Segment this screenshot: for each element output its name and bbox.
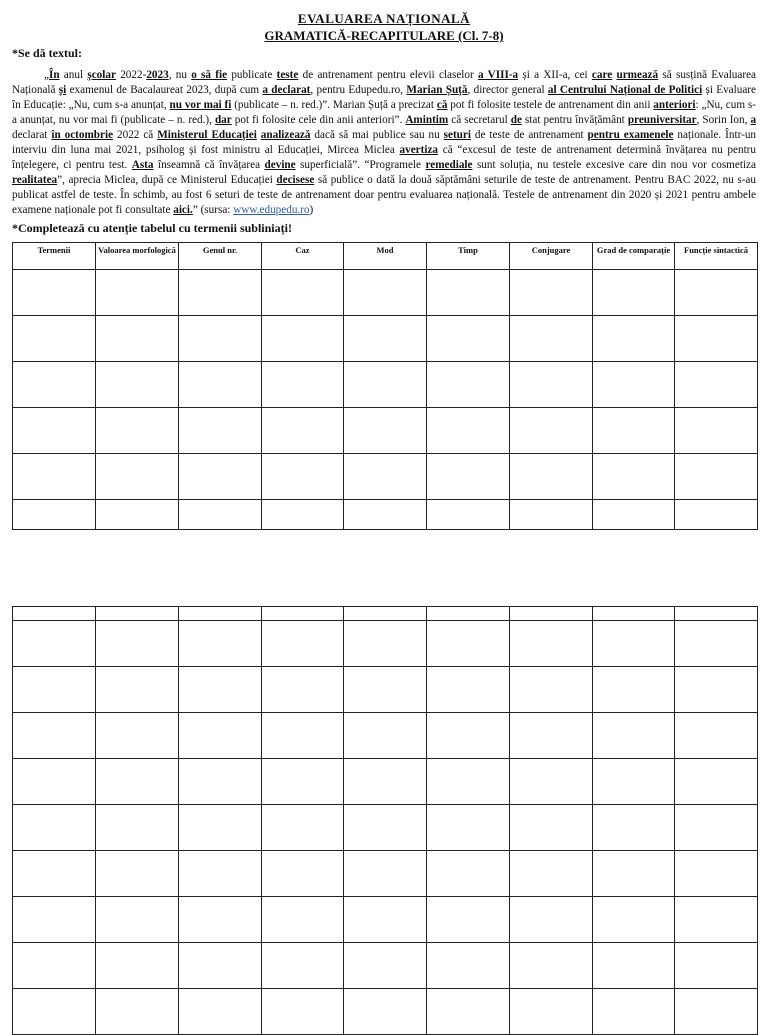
table-row	[13, 316, 758, 362]
underlined-term: urmează	[616, 69, 659, 81]
underlined-term: în octombrie	[51, 129, 114, 141]
underlined-term: al Centrului Național de Politici	[547, 84, 703, 96]
table-row	[13, 362, 758, 408]
table-cell[interactable]	[675, 851, 758, 897]
table-cell[interactable]	[13, 989, 96, 1035]
table-header-row	[13, 243, 758, 270]
table-cell[interactable]	[13, 408, 96, 454]
table-cell[interactable]	[13, 621, 96, 667]
table-cell[interactable]	[593, 316, 675, 362]
table-cell[interactable]	[179, 362, 262, 408]
table-cell[interactable]	[427, 316, 510, 362]
table-cell[interactable]	[510, 667, 593, 713]
underlined-term: că	[436, 99, 448, 111]
table-cell[interactable]	[593, 713, 675, 759]
underlined-term: decisese	[276, 174, 315, 186]
table-cell[interactable]	[344, 943, 427, 989]
document-title: EVALUAREA NAȚIONALĂ	[297, 11, 471, 26]
table-cell[interactable]	[96, 500, 179, 530]
table-cell[interactable]	[13, 943, 96, 989]
table-cell[interactable]	[675, 454, 758, 500]
table-cell[interactable]	[427, 408, 510, 454]
table-cell[interactable]	[96, 454, 179, 500]
underlined-term: remediale	[425, 159, 473, 171]
table-cell[interactable]	[593, 667, 675, 713]
column-header-caz: Caz	[262, 243, 344, 270]
table-cell[interactable]	[262, 270, 344, 316]
table-cell[interactable]	[675, 759, 758, 805]
table-cell[interactable]	[344, 989, 427, 1035]
table-cell[interactable]	[427, 805, 510, 851]
table-cell[interactable]	[593, 897, 675, 943]
underlined-term: a VIII-a	[478, 69, 519, 81]
table-cell[interactable]	[675, 943, 758, 989]
source-paragraph: „În anul școlar 2022-2023, nu o să fie publicate teste de antrenament pentru elevii claselor a VIII-a și a XII-a, cei care urmează să susțină Evaluarea Națională și examenul de Bacalaureat 2023, după cum a declarat, pentru Edupedu.ro, Marian Șuță, director general al Centrului Național de Politici și Evaluare în Educație: „Nu, cum s-a anunțat, nu vor mai fi (publicate – n. red.)”. Marian Șuță a precizat că pot fi folosite testele de antrenament din anii anteriori: „Nu, cum s-a anunțat, nu vor mai fi (publicate – n. red.), dar pot fi folosite cele din anii anteriori”. Amintim că secretarul de stat pentru învățământ preuniversitar, Sorin Ion, a declarat în octombrie 2022 că Ministerul Educației analizează dacă să mai publice sau nu seturi de teste de antrenament pentru examenele naționale. Într-un interviu din luna mai 2021, psiholog și fost ministru al Educației, Mircea Miclea avertiza că “excesul de teste de antrenament determină învățarea nu pentru înțelegere, ci pentru test. Asta înseamnă că învățarea devine superficială”. “Programele remediale sunt soluția, nu testele excesive care din nou vor cosmetiza realitatea”, aprecia Miclea, după ce Ministerul Educației decisese să publice o dată la două săptămâni seturile de teste de antrenament. Pentru BAC 2022, nu s-au publicat astfel de teste. În schimb, au fost 6 seturi de teste de antrenament doar pentru evaluarea națională. Testele de antrenament din 2020 și 2021 pentru ambele examene naționale pot fi consultate aici.” (sursa: www.edupedu.ro)	[12, 69, 757, 216]
table-cell[interactable]	[427, 667, 510, 713]
table-cell[interactable]	[427, 713, 510, 759]
underlined-term: Marian Șuță	[406, 84, 468, 96]
table-cell[interactable]	[344, 362, 427, 408]
underlined-term: nu vor mai fi	[169, 99, 232, 111]
table-cell[interactable]	[593, 621, 675, 667]
table-cell[interactable]	[344, 621, 427, 667]
table-cell[interactable]	[427, 989, 510, 1035]
table-cell[interactable]	[13, 667, 96, 713]
table-cell[interactable]	[510, 713, 593, 759]
table-cell[interactable]	[675, 408, 758, 454]
underlined-term: care	[591, 69, 613, 81]
table-cell[interactable]	[427, 500, 510, 530]
table-cell[interactable]	[96, 989, 179, 1035]
column-header-valoarea-morfologica: Valoarea morfologică	[96, 243, 179, 270]
table-cell[interactable]	[427, 607, 510, 621]
table-cell[interactable]	[13, 454, 96, 500]
underlined-term: avertiza	[399, 144, 439, 156]
table-cell[interactable]	[96, 759, 179, 805]
analysis-table-continued	[12, 606, 758, 1035]
table-cell[interactable]	[96, 362, 179, 408]
table-cell[interactable]	[13, 607, 96, 621]
underlined-term: aici.	[173, 204, 193, 216]
table-cell[interactable]	[96, 667, 179, 713]
underlined-term: preuniversitar	[627, 114, 697, 126]
table-cell[interactable]	[675, 805, 758, 851]
table-cell[interactable]	[593, 989, 675, 1035]
table-cell[interactable]	[344, 316, 427, 362]
table-cell[interactable]	[96, 408, 179, 454]
source-link[interactable]: www.edupedu.ro	[233, 204, 310, 216]
table-row	[13, 943, 758, 989]
table-cell[interactable]	[510, 500, 593, 530]
table-cell[interactable]	[262, 454, 344, 500]
underlined-term: o să fie	[191, 69, 228, 81]
table-row	[13, 759, 758, 805]
table-cell[interactable]	[510, 805, 593, 851]
table-row	[13, 805, 758, 851]
table-cell[interactable]	[13, 759, 96, 805]
table-cell[interactable]	[179, 897, 262, 943]
underlined-term: anteriori	[653, 99, 696, 111]
table-cell[interactable]	[344, 805, 427, 851]
underlined-term: Ministerul Educației	[157, 129, 257, 141]
underlined-term: a declarat	[262, 84, 311, 96]
table-cell[interactable]	[179, 667, 262, 713]
table-cell[interactable]	[13, 851, 96, 897]
table-cell[interactable]	[344, 851, 427, 897]
table-cell[interactable]	[179, 500, 262, 530]
table-cell[interactable]	[179, 759, 262, 805]
table-cell[interactable]	[510, 851, 593, 897]
table-cell[interactable]	[262, 500, 344, 530]
table-cell[interactable]	[179, 454, 262, 500]
table-cell[interactable]	[262, 897, 344, 943]
table-cell[interactable]	[593, 943, 675, 989]
table-row	[13, 621, 758, 667]
table-cell[interactable]	[593, 607, 675, 621]
table-cell[interactable]	[179, 408, 262, 454]
table-cell[interactable]	[427, 759, 510, 805]
table-cell[interactable]	[344, 454, 427, 500]
table-cell[interactable]	[675, 713, 758, 759]
table-row	[13, 607, 758, 621]
instruction-given-text: *Se dă textul:	[12, 46, 82, 60]
table-row	[13, 713, 758, 759]
table-cell[interactable]	[675, 362, 758, 408]
underlined-term: realitatea	[12, 174, 58, 186]
column-header-conjugare: Conjugare	[510, 243, 593, 270]
table-cell[interactable]	[675, 316, 758, 362]
underlined-term: a	[750, 114, 757, 126]
table-row	[13, 270, 758, 316]
table-cell[interactable]	[510, 989, 593, 1035]
table-cell[interactable]	[262, 362, 344, 408]
table-cell[interactable]	[262, 805, 344, 851]
underlined-term: devine	[264, 159, 296, 171]
table-cell[interactable]	[510, 607, 593, 621]
table-cell[interactable]	[593, 408, 675, 454]
table-cell[interactable]	[262, 713, 344, 759]
table-cell[interactable]	[262, 621, 344, 667]
table-cell[interactable]	[344, 759, 427, 805]
table-row	[13, 500, 758, 530]
table-cell[interactable]	[593, 851, 675, 897]
table-cell[interactable]	[96, 316, 179, 362]
table-row	[13, 454, 758, 500]
table-cell[interactable]	[179, 943, 262, 989]
table-cell[interactable]	[13, 500, 96, 530]
table-cell[interactable]	[13, 897, 96, 943]
column-header-genul-nr: Genul nr.	[179, 243, 262, 270]
table-cell[interactable]	[593, 362, 675, 408]
table-cell[interactable]	[675, 897, 758, 943]
table-row	[13, 897, 758, 943]
table-row	[13, 667, 758, 713]
table-cell[interactable]	[427, 943, 510, 989]
underlined-term: școlar	[87, 69, 116, 81]
table-cell[interactable]	[344, 897, 427, 943]
table-cell[interactable]	[96, 897, 179, 943]
table-cell[interactable]	[13, 316, 96, 362]
underlined-term: analizează	[260, 129, 311, 141]
underlined-term: Asta	[131, 159, 154, 171]
underlined-term: Amintim	[405, 114, 449, 126]
table-cell[interactable]	[262, 607, 344, 621]
table-cell[interactable]	[344, 408, 427, 454]
underlined-term: seturi	[443, 129, 471, 141]
table-cell[interactable]	[96, 713, 179, 759]
table-cell[interactable]	[262, 316, 344, 362]
table-cell[interactable]	[96, 805, 179, 851]
table-cell[interactable]	[13, 362, 96, 408]
table-cell[interactable]	[593, 454, 675, 500]
table-cell[interactable]	[262, 408, 344, 454]
table-row	[13, 851, 758, 897]
table-cell[interactable]	[593, 500, 675, 530]
table-cell[interactable]	[179, 270, 262, 316]
table-cell[interactable]	[344, 667, 427, 713]
table-cell[interactable]	[96, 621, 179, 667]
table-cell[interactable]	[593, 270, 675, 316]
table-cell[interactable]	[427, 897, 510, 943]
table-cell[interactable]	[675, 270, 758, 316]
table-row	[13, 989, 758, 1035]
underlined-term: pentru examenele	[587, 129, 674, 141]
column-header-grad-de-comparatie: Grad de comparație	[593, 243, 675, 270]
column-header-timp: Timp	[427, 243, 510, 270]
table-row	[13, 408, 758, 454]
column-header-mod: Mod	[344, 243, 427, 270]
table-cell[interactable]	[262, 851, 344, 897]
table-cell[interactable]	[96, 607, 179, 621]
table-cell[interactable]	[427, 270, 510, 316]
table-cell[interactable]	[675, 667, 758, 713]
table-cell[interactable]	[13, 713, 96, 759]
table-cell[interactable]	[593, 759, 675, 805]
table-cell[interactable]	[179, 316, 262, 362]
table-cell[interactable]	[510, 454, 593, 500]
table-cell[interactable]	[179, 621, 262, 667]
instruction-task-text: *Completează cu atenție tabelul cu termenii subliniați!	[12, 221, 292, 235]
table-cell[interactable]	[179, 851, 262, 897]
table-cell[interactable]	[96, 270, 179, 316]
underlined-term: 2023	[146, 69, 169, 81]
table-cell[interactable]	[262, 943, 344, 989]
table-cell[interactable]	[179, 989, 262, 1035]
underlined-term: de	[510, 114, 522, 126]
table-cell[interactable]	[344, 270, 427, 316]
table-cell[interactable]	[675, 500, 758, 530]
table-cell[interactable]	[262, 667, 344, 713]
table-cell[interactable]	[675, 607, 758, 621]
table-cell[interactable]	[344, 607, 427, 621]
table-cell[interactable]	[675, 989, 758, 1035]
document-subtitle: GRAMATICĂ-RECAPITULARE (Cl. 7-8)	[264, 28, 504, 43]
table-cell[interactable]	[510, 759, 593, 805]
table-cell[interactable]	[427, 454, 510, 500]
underlined-term: teste	[276, 69, 299, 81]
analysis-table	[12, 242, 758, 530]
table-cell[interactable]	[96, 851, 179, 897]
underlined-term: În	[48, 69, 60, 81]
table-cell[interactable]	[427, 851, 510, 897]
table-cell[interactable]	[179, 607, 262, 621]
table-cell[interactable]	[593, 805, 675, 851]
table-cell[interactable]	[510, 316, 593, 362]
table-cell[interactable]	[179, 805, 262, 851]
table-cell[interactable]	[262, 759, 344, 805]
table-cell[interactable]	[13, 270, 96, 316]
column-header-termenii: Termenii	[13, 243, 96, 270]
table-cell[interactable]	[427, 362, 510, 408]
table-cell[interactable]	[510, 362, 593, 408]
table-cell[interactable]	[675, 621, 758, 667]
table-cell[interactable]	[510, 270, 593, 316]
table-cell[interactable]	[96, 943, 179, 989]
table-cell[interactable]	[510, 897, 593, 943]
table-cell[interactable]	[344, 713, 427, 759]
underlined-term: dar	[214, 114, 232, 126]
underlined-term: și	[58, 84, 67, 96]
table-cell[interactable]	[344, 500, 427, 530]
table-cell[interactable]	[427, 621, 510, 667]
table-cell[interactable]	[262, 989, 344, 1035]
table-cell[interactable]	[510, 408, 593, 454]
column-header-functie-sintactica: Funcție sintactică	[675, 243, 758, 270]
table-cell[interactable]	[510, 943, 593, 989]
table-cell[interactable]	[179, 713, 262, 759]
table-cell[interactable]	[510, 621, 593, 667]
table-cell[interactable]	[13, 805, 96, 851]
